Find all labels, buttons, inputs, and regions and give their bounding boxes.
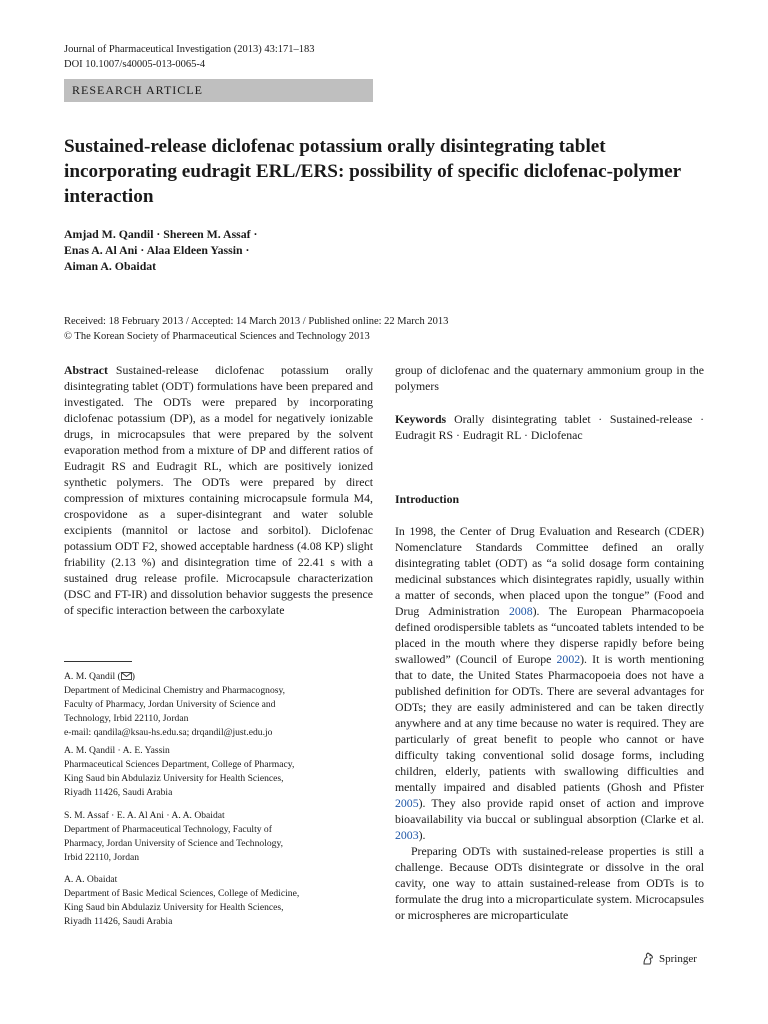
envelope-icon[interactable]: [121, 672, 132, 680]
affiliation-author-text: A. M. Qandil (: [64, 671, 121, 682]
publisher-logo: [641, 951, 697, 967]
keywords-text: Orally disintegrating tablet · Sustained-release · Eudragit RS · Eudragit RL · Diclofenac: [395, 412, 704, 442]
article-title: Sustained-release diclofenac potassium orally disintegrating tablet incorporating eudragit ERL/ERS: possibility of specific diclofenac-polymer interaction: [64, 136, 681, 207]
intro-text: ). It is worth mentioning that to date, the United States Pharmacopoeia does not have a published definition for ODTs. There are several advantages for ODTs; they are easily administered and can be taken directly anywhere and at any time because no water is required. They are particularly of great benefit to people who cannot or have difficulty taking conventional solid dosage forms, including children, elderly, patients with swallowing difficulties and mentally impaired and disabled patients (Ghosh and Pfister: [395, 652, 704, 794]
abstract-label: Abstract: [64, 363, 108, 377]
publication-dates: Received: 18 February 2013 / Accepted: 14 March 2013 / Published online: 22 March 2013: [64, 316, 449, 327]
springer-horse-icon: [641, 952, 655, 966]
affiliation-line: Technology, Irbid 22110, Jordan: [64, 713, 189, 724]
affiliation-block: [64, 670, 373, 740]
copyright-notice: © The Korean Society of Pharmaceutical Sciences and Technology 2013: [64, 331, 370, 342]
affiliation-block: [64, 744, 373, 800]
publisher-name: Springer: [659, 953, 697, 965]
intro-text: ). The European Pharmacopoeia defined orodispersible tablets as “uncoated tablets intended to be placed in the mouth where they disperse rapidly before being swallowed” (Council of Europe: [395, 604, 704, 666]
keywords: [395, 411, 704, 443]
affiliation-authors: A. M. Qandil · A. E. Yassin: [64, 745, 170, 756]
affiliation-line: King Saud bin Abdulaziz University for Health Sciences,: [64, 773, 284, 784]
abstract-continuation: group of diclofenac and the quaternary ammonium group in the polymers: [395, 363, 704, 393]
keywords-label: Keywords: [395, 412, 447, 426]
affiliation-authors: S. M. Assaf · E. A. Al Ani · A. A. Obaidat: [64, 810, 225, 821]
introduction-body: [395, 523, 704, 923]
abstract: [64, 362, 373, 618]
affiliation-block: [64, 873, 373, 929]
article-type-band: RESEARCH ARTICLE: [64, 79, 373, 102]
affiliation-authors: A. A. Obaidat: [64, 874, 118, 885]
footnote-rule: [64, 661, 132, 662]
intro-paragraph-2: Preparing ODTs with sustained-release properties is still a challenge. Because ODTs disintegrate or dissolve in the oral cavity, one way to attain sustained-release from ODTs is to formulate the drug into a microparticulate system. Microcapsules or microspheres are microparticulate: [395, 844, 704, 922]
journal-citation: Journal of Pharmaceutical Investigation (2013) 43:171–183: [64, 44, 315, 55]
affiliation-line: Pharmacy, Jordan University of Science and Technology,: [64, 838, 284, 849]
affiliation-block: [64, 809, 373, 865]
citation-link[interactable]: 2002: [556, 652, 581, 666]
affiliation-authors: [64, 670, 373, 684]
affiliation-author-text: ): [131, 671, 135, 682]
affiliation-line: King Saud bin Abdulaziz University for Health Sciences,: [64, 902, 284, 913]
intro-paragraph-1: [395, 523, 704, 843]
citation-link[interactable]: 2003: [395, 828, 419, 842]
affiliation-line: Department of Basic Medical Sciences, College of Medicine,: [64, 888, 300, 899]
author-list: [64, 226, 464, 274]
intro-text: ). They also provide rapid onset of action and improve bioavailability via buccal or sublingual absorption (Clarke et al.: [395, 796, 704, 826]
affiliation-line: Irbid 22110, Jordan: [64, 852, 140, 863]
intro-text: ).: [418, 828, 426, 842]
doi[interactable]: DOI 10.1007/s40005-013-0065-4: [64, 59, 206, 70]
affiliation-line: Department of Pharmaceutical Technology, Faculty of: [64, 824, 272, 835]
citation-link[interactable]: 2005: [395, 796, 419, 810]
introduction-heading: Introduction: [395, 492, 460, 506]
affiliation-line: Faculty of Pharmacy, Jordan University of Science and: [64, 699, 276, 710]
affiliation-line: Department of Medicinal Chemistry and Pharmacognosy,: [64, 685, 286, 696]
intro-text: In 1998, the Center of Drug Evaluation and Research (CDER) Nomenclature Standards Committee defined an orally disintegrating tablet (ODT) as “a solid dosage form containing medicinal substances which disintegrates rapidly, usually within a matter of seconds, when placed upon the tongue” (Food and Drug Administration: [395, 524, 704, 618]
citation-link[interactable]: 2008: [509, 604, 533, 618]
abstract-text: Sustained-release diclofenac potassium orally disintegrating tablet (ODT) formulations have been prepared and investigated. The ODTs were prepared by incorporating diclofenac potassium (DP), as a model for negatively ionizable drugs, in microcapsules that were prepared by the solvent evaporation method from a mixture of DP and different ratios of Eudragit RS and Eudragit RL, which are positively ionized synthetic polymers. The ODTs were prepared by direct compression of mixtures containing microcapsule formula M4, crospovidone as a super-disintegrant and water soluble excipients (mannitol or lactose and sorbitol). Diclofenac potassium ODT F2, showed acceptable hardness (4.08 KP) slight friability (2.13 %) and disintegration time of 22.41 s with a sustained drug release profile. Microcapsule characterization (DSC and FT-IR) and dissolution behavior suggests the presence of specific interaction between the carboxylate: [64, 363, 373, 617]
author-line: Enas A. Al Ani · Alaa Eldeen Yassin ·: [64, 243, 250, 257]
affiliation-line: Riyadh 11426, Saudi Arabia: [64, 787, 173, 798]
affiliation-email[interactable]: e-mail: qandila@ksau-hs.edu.sa; drqandil@just.edu.jo: [64, 727, 273, 738]
author-line: Amjad M. Qandil · Shereen M. Assaf ·: [64, 227, 258, 241]
author-line: Aiman A. Obaidat: [64, 259, 157, 273]
affiliation-line: Riyadh 11426, Saudi Arabia: [64, 916, 173, 927]
affiliation-line: Pharmaceutical Sciences Department, College of Pharmacy,: [64, 759, 295, 770]
